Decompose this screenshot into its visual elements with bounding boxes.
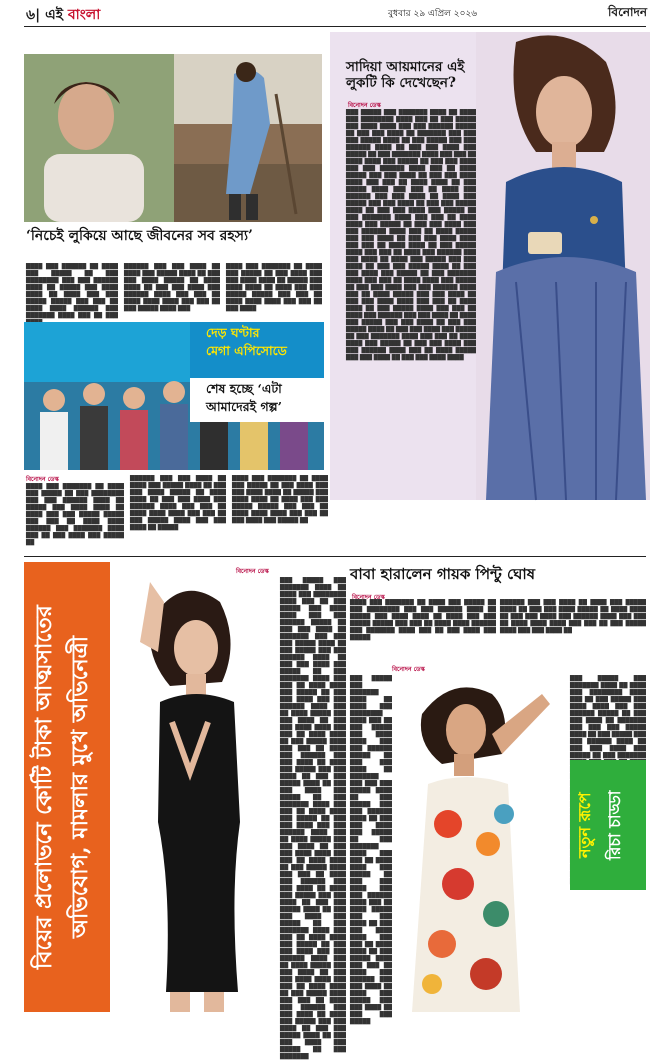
story5-column-2: ██████ ███ ███ ████ ██ ████ ███ █████ ████ ██ ███ ███ ████ █████ ██ ████ ████ ██ ███ ███ ████ ███ ██████ ████ ███ ███ ██ ████ ████ ████ ███ ███ ██ ███ █████ ████ ███ ███ ████ ██ <box>500 600 646 634</box>
masthead <box>26 3 100 27</box>
story3-column-2: ██████ ███ ███ ████ ██ ████ ███ █████ ████ ██ ███ ███ ████ █████ ██ ████ ████ ██ ███ ███ ████ ███ ██████ ████ ███ ███ ██ ████ ████ ████ ███ ███ ██ ███ █████ ████ ███ ███ ████ ██ █████ <box>130 476 226 531</box>
story5-headline: বাবা হারালেন গায়ক পিন্টু ঘোষ <box>350 565 536 583</box>
logo-bangla: বাংলা <box>67 7 101 23</box>
story4-headline-line1: বিয়ের প্রলোভনে কোটি টাকা আত্মসাতের <box>31 605 57 969</box>
story2-body: ███ █████ ███ ███████ ████ ██ ████ ███ ████████ ████ ███ ██ ███ █████ ███ ████ ████ ███ ███ ██████ █████ ██ ███ ███ ████ ██ ███████ ███ ███ ███ █████ ████ ██ ███ █████ ███ ███ ██████ ████ ██ ███ ███ ████ ███ █████ ██ ███ ███████ ████ ███ ███ ██ ████ ████ ███ █████ ██ ███ ███ ████ ███ ███ ██████ ████ ███ ██ ████ █████ ███ ███ ████ ██ ███ ███ ████ ████ ███ ███ ██ ████ ████ ██ ███ █████ ████ ███ ███ ██ ████ ███ ██████ ███ ███ ████ ██ ████ ███ █████ ███ ███ ████ ██ ███ ███ █████ ████ ██ ███ ███ ████ ███ █████ ██ ███ ███████ ████ ███ ███ ██ ████ ████ ███ █████ ██ ███ ███ ████ ███ ███ ██████ ████ ███ ██ ████ █████ ███ ███ ████ ██ ███ ███ ████ ████ ███ ███ ██ ████ ████ ██ ███ █████ ████ ███ ███ ██ ████ ███ ██████ ███ ███ ████ ██ ████ ███ █████ ███ ███ ████ ██ ███ ███ █████ ████ ██ ███ ███ ████ ███ █████ ██ ███ ███████ ████ ███ ███ ██ ████ ████ ███ █████ ██ ███ ███ ████ ███ ███ ██████ ████ ███ ██ ████ █████ ███ ███ ████ ██ ███ ███ ████ ████ ███ ███ ██ ████ ████ ██ ███ █████ ████ ███ ███ ██ ████ ███ ██████ ███ ███ ████ ██ ████ ███ █████ ███ ███ ████ ██ ███ ███ █████ ████ ██ ███ ███ ████ ███ █████ ██ ███ ███████ ████ ███ ███ ██ ████ ████ ███ █████ ██ ███ ███ ████ ███ ███ ██████ ████ ███ ██ ████ █████ ███ ███ ████ ██ ███ ███ ████ ████ <box>346 110 476 361</box>
header-rule <box>24 26 646 27</box>
page-number: ৬| <box>26 7 41 23</box>
story3-banner-line2: মেগা এপিসোডে <box>206 343 287 358</box>
story1-headline: ‘নিচেই লুকিয়ে আছে জীবনের সব রহস্য’ <box>26 228 253 244</box>
story4-headline <box>26 568 108 1006</box>
story3-column-1: ████ ███ ███████ ██ ████ ███ █████ ██ ███ ████████ ███ ███ ██████ ████ ██ █████ ███ ████ ████ ██ ████ ███ ███ █████ █████ ███ ███ ██ ████ ████ ██████ ███ ███████ ████ ███ ██ ███ ████ ███ █████ ██ <box>26 484 124 546</box>
story5-column-1: ████ ███ ███████ ██ ████ ███ █████ ██ ███ ████████ ███ ███ ██████ ████ ██ █████ ███ ████ ████ ██ ████ ███ ███ █████ █████ ███ ███ ██ ████ ████ ██████ ███ ███████ ████ ███ ██ ███ ████ ███ █████ <box>350 600 496 641</box>
story5-byline: বিনোদন ডেস্ক <box>352 594 385 601</box>
page-header <box>0 0 667 26</box>
story6-photo <box>392 674 568 1012</box>
story2-headline <box>346 60 506 91</box>
story5-sub-byline: বিনোদন ডেস্ক <box>392 666 425 673</box>
story3-banner-line1: দেড় ঘণ্টার <box>206 325 260 340</box>
story6-tag-line1: নতুন রূপে <box>575 792 594 858</box>
story3-banner-box <box>190 378 324 422</box>
story1-column-2: ██████ ███ ███ ████ ██ ████ ███ █████ ████ ██ ███ ███ ████ █████ ██ ████ ████ ██ ███ ███ ████ ███ ██████ ████ ███ ███ ██ ████ ████ ████ ███ ███ ██ ███ █████ ████ ███ <box>124 264 220 312</box>
story2-byline: বিনোদন ডেস্ক <box>348 102 381 109</box>
section-divider <box>24 556 646 557</box>
story6-column-left: ███ █████ ███ ███████ ████ ██ ████ ███ ████████ ████ ███ ██ ███ █████ ███ ████ ████ ███ ███ ██████ █████ ██ ███ ███ ████ ██ ███████ ███ ███ ███ █████ ████ ██ ███ █████ ███ ███ ██████ ████ ██ ███ ███ ████ ███ █████ ██ ███ ███████ ████ ███ ███ ██ ████ ████ ███ █████ ██ ███ ███ ████ ███ ███ ██████ ████ ███ ██ ████ █████ ███ ███ ████ ██ ███ ███ ████ ████ ███ ███ ██ ████ ████ ██ ███ █████ ████ ███ ███ ██ ████ ███ ██████ ███ ███ ████ ██ ████ ███ █████ ███ ███ ████ ██ ███ ███ █████ <box>350 676 392 1025</box>
story3-byline: বিনোদন ডেস্ক <box>26 476 59 483</box>
story4-photo <box>110 562 280 1012</box>
story6-tag <box>570 760 646 890</box>
story1-column-3: ████ ███ ███████ ██ ████ ███ █████ ██ ███ ████ ███ ███ ████ ████ ██ █████ ███ ████ ████ ██ ████ ███ ███ █████ █████ ███ ███ ██ ████ ████ ████ ███ ███ ██ ███ ████ <box>226 264 322 312</box>
story6-column-right: ███ █████ ███ ███████ ████ ██ ████ ███ ████████ ████ ███ ██ ███ █████ ███ ████ ████ ███ ███ ██████ █████ ██ ███ ███ ████ ██ ███████ ███ ███ ███ █████ ████ ██ ███ █████ ███ ███ ██████ ████ ██ ███ ███ ████ ███ █████ ██ ███ ███████ <box>570 676 646 759</box>
story4-byline: বিনোদন ডেস্ক <box>236 568 269 575</box>
story2-headline-line1: সাদিয়া আয়মানের এই <box>346 59 465 75</box>
issue-date: বুধবার ২৯ এপ্রিল ২০২৬ <box>388 9 478 19</box>
story3-column-3: ████ ███ ███████ ██ ████ ███ █████ ██ ███ ████ ███ ███ ████ ████ ██ █████ ███ ████ ████ ██ ████ ███ ███ █████ █████ ███ ███ ██ ████ ████ ████ ███ ███ ██ ███ ████ ███ █████ ██ <box>232 476 328 524</box>
story2-photo <box>476 32 650 500</box>
story2-headline-line2: লুকটি কি দেখেছেন? <box>346 74 456 91</box>
section-name: বিনোদন <box>607 5 647 19</box>
story1-column-1: ████ ███ ██████ ██ ████ ███ █████ ██ ███ ████████ ███ ███ ██████ ████ ██ █████ ███ ████ ████ ██ ████ ███ ███ █████ █████ ███ ███ ██ ████ ████ ██████ ███ ███████ ████ ███ ██ ███ <box>26 264 118 319</box>
story3-banner-line4: আমাদেরই গল্প’ <box>206 399 282 414</box>
story3-banner-line3: শেষ হচ্ছে ‘এটা <box>206 381 282 396</box>
story6-tag-line2: রিচা চাড্ডা <box>605 790 624 860</box>
logo-ei: এই <box>45 7 64 23</box>
story1-photo <box>24 54 322 222</box>
story4-body: ███ █████ ███ ███████ ████ ██ ████ ███ ████████ ████ ███ ██ ███ █████ ███ ████ ████ ███ ███ ██████ █████ ██ ███ ███ ████ ██ ███████ ███ ███ ███ █████ ████ ██ ███ █████ ███ ███ ██████ ████ ██ ███ ███ ████ ███ █████ ██ ███ ███████ ████ ███ ███ ██ ████ ████ ███ █████ ██ ███ ███ ████ ███ ███ ██████ ████ ███ ██ ████ █████ ███ ███ ████ ██ ███ ███ ████ ████ ███ ███ ██ ████ ████ ██ ███ █████ ████ ███ ███ ██ ████ ███ ██████ ███ ███ ████ ██ ████ ███ █████ ███ ███ ████ ██ ███ ███ █████ ████ ██ ███ ███ ████ ███ █████ ██ ███ ███████ ████ ███ ███ ██ ████ ████ ███ █████ ██ ███ ███ ████ ███ ███ ██████ ████ ███ ██ ████ █████ ███ ███ ████ ██ ███ ███ ████ ████ ███ ███ ██ ████ ████ ██ ███ █████ ████ ███ ███ ██ ████ ███ ██████ ███ ███ ████ ██ ████ ███ █████ ███ ███ ████ ██ ███ ███ █████ ████ ██ ███ ███ ████ ███ █████ ██ ███ ███████ ████ ███ ███ ██ ████ ████ ███ █████ ██ ███ ███ ████ ███ ███ ██████ ████ ███ ██ ████ █████ ███ ███ ████ ██ ███ ███ ████ ████ ███ ███ ██ ████ ████ ██ ███ █████ ████ ███ ███ ██ ████ ███ ██████ ███ ███ ████ ██ ████ ███ █████ ███ ███ ████ ██ ███ ███ █████ ████ ██ ███ ███ ████ ███ █████ ██ ███ ███████ <box>280 578 346 1060</box>
story4-headline-line2: অভিযোগ, মামলার মুখে অভিনেত্রী <box>67 635 93 939</box>
